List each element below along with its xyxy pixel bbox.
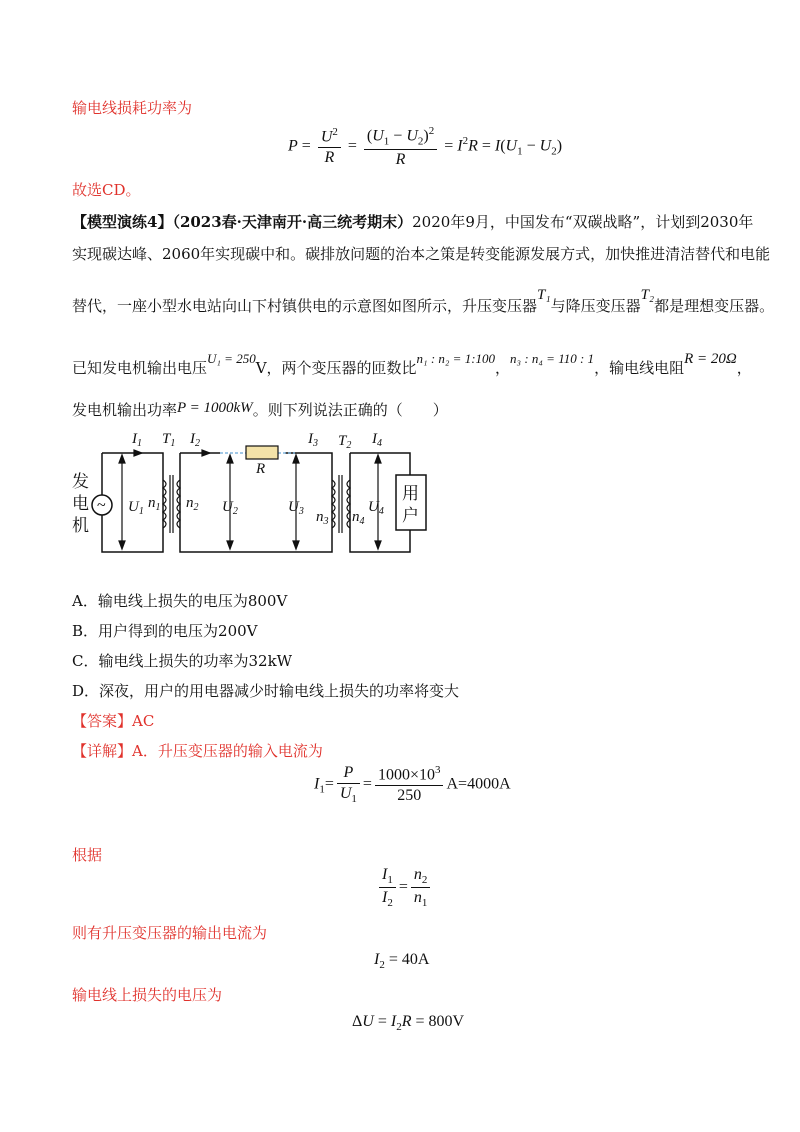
loss-power-intro: 输电线损耗功率为: [72, 99, 193, 117]
svg-text:I3: $I_3$: [308, 431, 318, 449]
problem-head: 【模型演练4】（2023春·天津南开·高三统考期末）: [72, 213, 413, 231]
transformer-t1: [163, 475, 180, 533]
problem-line-3: 替代，一座小型水电站向山下村镇供电的示意图如图所示，升压变压器T₁与降压变压器T₂都是理想变压器。: [72, 287, 775, 315]
r-value: R = 20Ω: [684, 351, 737, 367]
svg-text:用: 用: [402, 484, 419, 503]
svg-text:发: 发: [72, 472, 89, 491]
svg-text:T2: $T_2$: [338, 433, 352, 451]
t1-symbol: T₁: [537, 287, 551, 303]
answer: 【答案】AC: [72, 712, 155, 730]
problem-line-5: 发电机输出功率P = 1000kW。则下列说法正确的（ ）: [72, 400, 448, 419]
svg-text:T1: $T_1$: [162, 431, 176, 449]
svg-text:n1: $n_1$: [148, 495, 161, 513]
svg-text:I4: $I_4$: [372, 431, 382, 449]
according: 根据: [72, 846, 103, 864]
choose-cd: 故选CD。: [72, 181, 141, 199]
p-value: P = 1000kW: [177, 400, 253, 416]
svg-text:I1: $I_1$: [132, 431, 142, 449]
equation-i2: $I_2 = 40A$: [374, 951, 430, 972]
option-b: B．用户得到的电压为200V: [72, 622, 258, 640]
problem-line-4: 已知发电机输出电压U₁ = 250V，两个变压器的匝数比n₁ : n₂ = 1:100，n₃ : n₄ = 110 : 1，输电线电阻R = 20Ω，: [72, 351, 752, 377]
resistor: [246, 446, 278, 459]
transformer-t2: [332, 475, 350, 533]
equation-loss-power: P = $\frac{U^2}{R}$ = $\frac{(U_1 - U_2)^2}{R}$ = $I^2R = I(U_1 - U_2)$: [288, 125, 563, 168]
svg-text:n2: $n_2$: [186, 495, 199, 513]
svg-text:~: ~: [97, 497, 106, 514]
svg-text:户: 户: [402, 506, 419, 525]
detail-a: 【详解】A．升压变压器的输入电流为: [72, 742, 323, 760]
svg-text:U3: $U_3$: [288, 499, 304, 517]
ratio-1: n₁ : n₂ = 1:100: [416, 351, 496, 366]
svg-text:电: 电: [72, 494, 89, 513]
svg-text:U4: $U_4$: [368, 499, 384, 517]
equation-delta-u: $\Delta U = I_2R = 800V$: [352, 1013, 465, 1034]
svg-text:U1: $U_1$: [128, 499, 144, 517]
loss-voltage-intro: 输电线上损失的电压为: [72, 986, 223, 1004]
svg-text:R: R: [256, 461, 266, 477]
output-current-intro: 则有升压变压器的输出电流为: [72, 924, 268, 942]
problem-line-1: 【模型演练4】（2023春·天津南开·高三统考期末）2020年9月，中国发布“双碳战略”，计划到2030年: [72, 213, 754, 231]
option-a: A．输电线上损失的电压为800V: [72, 592, 288, 610]
svg-text:机: 机: [72, 516, 89, 535]
t2-symbol: T₂: [640, 287, 655, 303]
equation-i1: $I_1=$ $\frac{P}{U_1}$ = $\frac{1000\times 10^3}{250}$ A=4000A: [314, 764, 511, 806]
svg-text:n3: $n_3$: [316, 509, 329, 527]
problem-line-2: 实现碳达峰、2060年实现碳中和。碳排放问题的治本之策是转变能源发展方式，加快推进清洁替代和电能: [72, 245, 771, 263]
u1-value: U₁ = 250: [207, 351, 256, 366]
equation-ratio: $\frac{I_1}{I_2}$ = $\frac{n_2}{n_1}$: [376, 866, 433, 909]
svg-text:I2: $I_2$: [190, 431, 200, 449]
ratio-2: n₃ : n₄ = 110 : 1: [510, 351, 595, 366]
svg-text:n4: $n_4$: [352, 509, 365, 527]
svg-text:U2: $U_2$: [222, 499, 238, 517]
option-d: D．深夜，用户的用电器减少时输电线上损失的功率将变大: [72, 682, 460, 700]
circuit-diagram: [70, 425, 440, 565]
option-c: C．输电线上损失的功率为32kW: [72, 652, 293, 670]
